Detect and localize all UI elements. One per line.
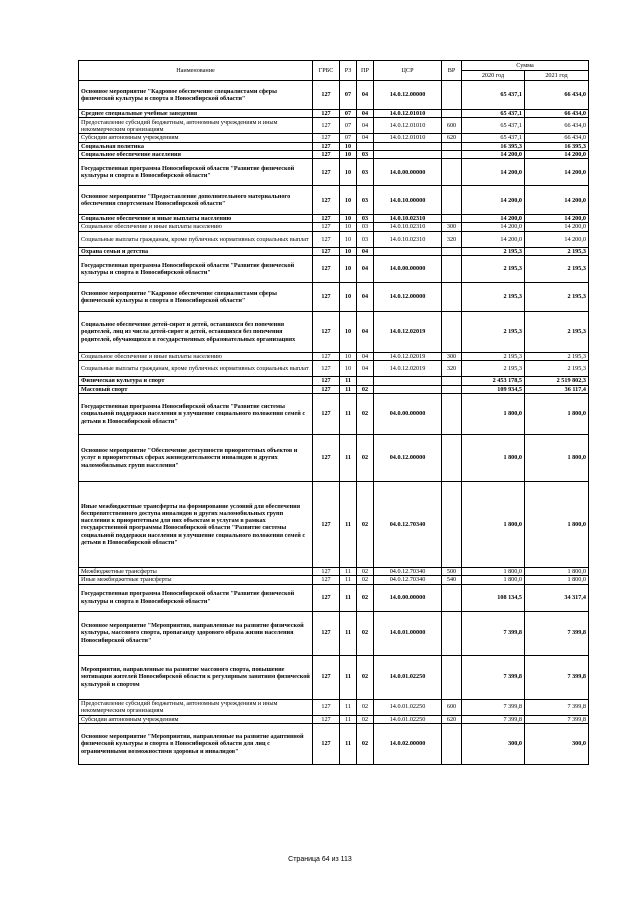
- cell-rz: 11: [340, 611, 357, 655]
- cell-grbs: 127: [313, 715, 340, 723]
- cell-name: Основное мероприятие "Мероприятия, направленные на развитие адаптивной физической культуры и спорта в Новосибирской области для лиц с ограниченными возможностями здоровья и инвалидов": [79, 723, 313, 764]
- cell-grbs: 127: [313, 655, 340, 699]
- cell-csr: 04.0.12.70340: [374, 576, 442, 584]
- cell-name: Предоставление субсидий бюджетным, автономным учреждениям и иным некоммерческим организациям: [79, 118, 313, 134]
- cell-pr: 02: [357, 481, 374, 567]
- table-row: [79, 118, 589, 134]
- cell-y2: 7 399,8: [525, 611, 589, 655]
- table-row: [79, 715, 589, 723]
- cell-y2: 2 195,3: [525, 256, 589, 283]
- cell-y2: 66 434,0: [525, 134, 589, 142]
- cell-y2: 300,0: [525, 723, 589, 764]
- cell-rz: 10: [340, 215, 357, 223]
- cell-y1: 108 134,5: [462, 584, 525, 611]
- cell-csr: 14.0.12.01010: [374, 118, 442, 134]
- cell-pr: 04: [357, 312, 374, 353]
- cell-csr: [374, 377, 442, 385]
- cell-vr: 620: [442, 134, 462, 142]
- cell-y2: 14 200,0: [525, 215, 589, 223]
- header-year-2020: 2020 год: [462, 71, 525, 81]
- cell-rz: 11: [340, 385, 357, 393]
- cell-grbs: 127: [313, 247, 340, 255]
- cell-vr: [442, 283, 462, 312]
- cell-y1: 1 800,0: [462, 481, 525, 567]
- cell-grbs: 127: [313, 231, 340, 247]
- cell-y1: 1 800,0: [462, 567, 525, 575]
- table-row: [79, 576, 589, 584]
- cell-pr: 03: [357, 159, 374, 186]
- cell-y2: 2 195,3: [525, 283, 589, 312]
- cell-rz: 10: [340, 353, 357, 361]
- cell-rz: 11: [340, 567, 357, 575]
- cell-rz: 11: [340, 481, 357, 567]
- cell-rz: 10: [340, 142, 357, 150]
- cell-grbs: 127: [313, 159, 340, 186]
- cell-pr: 02: [357, 393, 374, 434]
- cell-pr: 04: [357, 361, 374, 377]
- cell-csr: 14.0.12.02019: [374, 353, 442, 361]
- cell-csr: [374, 247, 442, 255]
- cell-vr: [442, 150, 462, 158]
- table-row: [79, 481, 589, 567]
- cell-y1: 14 200,0: [462, 231, 525, 247]
- cell-y2: 66 434,0: [525, 110, 589, 118]
- table-row: [79, 247, 589, 255]
- cell-vr: [442, 312, 462, 353]
- cell-csr: 14.0.12.00000: [374, 283, 442, 312]
- cell-rz: 10: [340, 186, 357, 215]
- cell-csr: [374, 385, 442, 393]
- cell-rz: 07: [340, 134, 357, 142]
- header-pr: ПР: [357, 61, 374, 81]
- table-row: [79, 159, 589, 186]
- table-row: [79, 110, 589, 118]
- cell-y2: 1 800,0: [525, 393, 589, 434]
- cell-rz: 11: [340, 723, 357, 764]
- cell-grbs: 127: [313, 353, 340, 361]
- cell-grbs: 127: [313, 377, 340, 385]
- cell-pr: 04: [357, 134, 374, 142]
- cell-y1: 7 399,8: [462, 699, 525, 715]
- cell-name: Среднее специальные учебные заведения: [79, 110, 313, 118]
- cell-name: Социальные выплаты гражданам, кроме публичных нормативных социальных выплат: [79, 361, 313, 377]
- cell-rz: 10: [340, 159, 357, 186]
- cell-grbs: 127: [313, 699, 340, 715]
- cell-vr: [442, 142, 462, 150]
- cell-vr: 600: [442, 699, 462, 715]
- cell-csr: 14.0.00.00000: [374, 256, 442, 283]
- cell-csr: 14.0.01.00000: [374, 611, 442, 655]
- cell-vr: [442, 434, 462, 481]
- cell-y1: 2 195,3: [462, 312, 525, 353]
- header-year-2021: 2021 год: [525, 71, 589, 81]
- cell-vr: [442, 611, 462, 655]
- cell-y2: 14 200,0: [525, 186, 589, 215]
- header-rz: РЗ: [340, 61, 357, 81]
- header-sum: Сумма: [462, 61, 589, 71]
- cell-grbs: 127: [313, 723, 340, 764]
- cell-name: Социальные выплаты гражданам, кроме публичных нормативных социальных выплат: [79, 231, 313, 247]
- cell-y1: 65 437,1: [462, 118, 525, 134]
- cell-y2: 2 195,3: [525, 312, 589, 353]
- cell-y1: 7 399,8: [462, 611, 525, 655]
- cell-pr: 02: [357, 567, 374, 575]
- cell-y2: 14 200,0: [525, 231, 589, 247]
- cell-rz: 11: [340, 576, 357, 584]
- cell-grbs: 127: [313, 361, 340, 377]
- cell-y2: 66 434,0: [525, 118, 589, 134]
- cell-y2: 36 117,4: [525, 385, 589, 393]
- cell-grbs: 127: [313, 256, 340, 283]
- cell-csr: 04.0.12.00000: [374, 434, 442, 481]
- cell-name: Государственная программа Новосибирской области "Развитие физической культуры и спорта в Новосибирской области": [79, 256, 313, 283]
- cell-rz: 10: [340, 361, 357, 377]
- cell-grbs: 127: [313, 142, 340, 150]
- table-row: [79, 142, 589, 150]
- cell-pr: 02: [357, 385, 374, 393]
- cell-pr: 03: [357, 223, 374, 231]
- page-footer: Страница 64 из 113: [288, 856, 352, 863]
- table-row: [79, 215, 589, 223]
- cell-vr: 320: [442, 231, 462, 247]
- cell-y2: 7 399,8: [525, 699, 589, 715]
- cell-grbs: 127: [313, 150, 340, 158]
- cell-y2: 34 317,4: [525, 584, 589, 611]
- cell-vr: [442, 481, 462, 567]
- cell-grbs: 127: [313, 434, 340, 481]
- table-row: [79, 611, 589, 655]
- cell-name: Иные межбюджетные трансферты: [79, 576, 313, 584]
- cell-pr: 02: [357, 723, 374, 764]
- cell-grbs: 127: [313, 576, 340, 584]
- cell-name: Субсидии автономным учреждениям: [79, 134, 313, 142]
- cell-grbs: 127: [313, 223, 340, 231]
- cell-grbs: 127: [313, 134, 340, 142]
- cell-name: Социальная политика: [79, 142, 313, 150]
- cell-y2: 16 395,3: [525, 142, 589, 150]
- cell-vr: [442, 81, 462, 110]
- cell-csr: 14.0.12.02019: [374, 312, 442, 353]
- cell-grbs: 127: [313, 393, 340, 434]
- cell-csr: 14.0.12.01010: [374, 110, 442, 118]
- cell-csr: [374, 142, 442, 150]
- cell-grbs: 127: [313, 312, 340, 353]
- cell-pr: [357, 377, 374, 385]
- cell-rz: 07: [340, 81, 357, 110]
- cell-rz: 07: [340, 118, 357, 134]
- cell-y1: 16 395,3: [462, 142, 525, 150]
- cell-grbs: 127: [313, 110, 340, 118]
- cell-name: Социальное обеспечение детей-сирот и детей, оставшихся без попечения родителей, лиц из числа детей-сирот и детей, оставшихся без попечения родителей, обучающихся в государственных образовательных организациях: [79, 312, 313, 353]
- cell-y2: 1 800,0: [525, 567, 589, 575]
- cell-vr: [442, 110, 462, 118]
- cell-csr: 14.0.10.02310: [374, 223, 442, 231]
- cell-csr: 14.0.01.02250: [374, 655, 442, 699]
- table-row: [79, 186, 589, 215]
- table-row: [79, 361, 589, 377]
- cell-y2: 14 200,0: [525, 223, 589, 231]
- cell-csr: 04.0.12.70340: [374, 481, 442, 567]
- cell-pr: 03: [357, 231, 374, 247]
- table-row: [79, 655, 589, 699]
- cell-grbs: 127: [313, 584, 340, 611]
- cell-name: Основное мероприятие "Мероприятия, направленные на развитие физической культуры, массового спорта, пропаганду здорового образа жизни населения Новосибирской области": [79, 611, 313, 655]
- cell-pr: 03: [357, 150, 374, 158]
- cell-vr: [442, 256, 462, 283]
- cell-rz: 11: [340, 393, 357, 434]
- cell-name: Физическая культура и спорт: [79, 377, 313, 385]
- cell-y1: 14 200,0: [462, 150, 525, 158]
- cell-csr: 14.0.10.02310: [374, 215, 442, 223]
- cell-csr: 14.0.00.00000: [374, 584, 442, 611]
- cell-name: Основное мероприятие "Предоставление дополнительного материального обеспечения спортсменам Новосибирской области": [79, 186, 313, 215]
- cell-y2: 2 195,3: [525, 361, 589, 377]
- cell-vr: 540: [442, 576, 462, 584]
- cell-pr: 02: [357, 584, 374, 611]
- cell-name: Государственная программа Новосибирской области "Развитие физической культуры и спорта в Новосибирской области": [79, 584, 313, 611]
- budget-page: [78, 60, 588, 765]
- cell-grbs: 127: [313, 215, 340, 223]
- table-row: [79, 393, 589, 434]
- cell-name: Государственная программа Новосибирской области "Развитие системы социальной поддержки населения и улучшение социального положения семей с детьми в Новосибирской области": [79, 393, 313, 434]
- budget-table: [78, 60, 589, 765]
- cell-y2: 7 399,8: [525, 655, 589, 699]
- cell-pr: 04: [357, 118, 374, 134]
- cell-y2: 2 195,3: [525, 353, 589, 361]
- cell-pr: 04: [357, 283, 374, 312]
- cell-rz: 07: [340, 110, 357, 118]
- header-grbs: ГРБС: [313, 61, 340, 81]
- cell-grbs: 127: [313, 385, 340, 393]
- cell-vr: 600: [442, 118, 462, 134]
- cell-pr: 02: [357, 611, 374, 655]
- cell-grbs: 127: [313, 611, 340, 655]
- cell-csr: 04.0.12.70340: [374, 567, 442, 575]
- cell-vr: 320: [442, 361, 462, 377]
- cell-name: Социальное обеспечение и иные выплаты населению: [79, 223, 313, 231]
- cell-name: Социальное обеспечение и иные выплаты населению: [79, 353, 313, 361]
- cell-pr: [357, 142, 374, 150]
- cell-y1: 7 399,8: [462, 715, 525, 723]
- cell-y1: 65 437,1: [462, 81, 525, 110]
- cell-grbs: 127: [313, 481, 340, 567]
- cell-y2: 14 200,0: [525, 159, 589, 186]
- cell-rz: 11: [340, 584, 357, 611]
- cell-name: Социальное обеспечение населения: [79, 150, 313, 158]
- cell-y1: 109 934,5: [462, 385, 525, 393]
- cell-vr: [442, 247, 462, 255]
- cell-y1: 14 200,0: [462, 186, 525, 215]
- cell-name: Основное мероприятие "Кадровое обеспечение специалистами сферы физической культуры и спорта в Новосибирской области": [79, 283, 313, 312]
- table-row: [79, 134, 589, 142]
- cell-grbs: 127: [313, 81, 340, 110]
- cell-y2: 7 399,8: [525, 715, 589, 723]
- table-row: [79, 256, 589, 283]
- cell-grbs: 127: [313, 283, 340, 312]
- cell-y1: 2 195,3: [462, 247, 525, 255]
- cell-name: Предоставление субсидий бюджетным, автономным учреждениям и иным некоммерческим организациям: [79, 699, 313, 715]
- cell-pr: 02: [357, 655, 374, 699]
- cell-name: Охрана семьи и детства: [79, 247, 313, 255]
- cell-name: Основное мероприятие "Обеспечение доступности приоритетных объектов и услуг в приоритетных сферах жизнедеятельности инвалидов и других маломобильных групп населения": [79, 434, 313, 481]
- table-row: [79, 231, 589, 247]
- cell-pr: 02: [357, 576, 374, 584]
- table-row: [79, 150, 589, 158]
- cell-y1: 14 200,0: [462, 223, 525, 231]
- cell-rz: 11: [340, 699, 357, 715]
- cell-pr: 03: [357, 186, 374, 215]
- cell-y2: 1 800,0: [525, 576, 589, 584]
- cell-name: Социальное обеспечение и иные выплаты населению: [79, 215, 313, 223]
- cell-csr: 14.0.10.00000: [374, 186, 442, 215]
- cell-pr: 02: [357, 699, 374, 715]
- cell-pr: 03: [357, 215, 374, 223]
- cell-y1: 14 200,0: [462, 159, 525, 186]
- cell-grbs: 127: [313, 118, 340, 134]
- table-row: [79, 353, 589, 361]
- cell-grbs: 127: [313, 567, 340, 575]
- cell-pr: 04: [357, 247, 374, 255]
- cell-csr: 14.0.01.02250: [374, 699, 442, 715]
- cell-rz: 11: [340, 434, 357, 481]
- cell-y1: 2 453 178,5: [462, 377, 525, 385]
- cell-rz: 10: [340, 231, 357, 247]
- table-row: [79, 385, 589, 393]
- cell-csr: 14.0.00.00000: [374, 159, 442, 186]
- cell-pr: 04: [357, 353, 374, 361]
- cell-y1: 1 800,0: [462, 393, 525, 434]
- table-row: [79, 312, 589, 353]
- cell-name: Иные межбюджетные трансферты на формирование условий для обеспечения беспрепятственного доступа инвалидов и других маломобильных групп населения к приоритетным для них объектам и услугам в рамках государственной программы Новосибирской области "Развитие системы социальной поддержки населения и улучшение социального положения семей с детьми в Новосибирской области": [79, 481, 313, 567]
- header-vr: ВР: [442, 61, 462, 81]
- cell-rz: 10: [340, 256, 357, 283]
- cell-y1: 1 800,0: [462, 434, 525, 481]
- cell-vr: [442, 159, 462, 186]
- cell-y2: 2 519 802,3: [525, 377, 589, 385]
- table-row: [79, 223, 589, 231]
- table-row: [79, 434, 589, 481]
- cell-name: Основное мероприятие "Кадровое обеспечение специалистами сферы физической культуры и спорта в Новосибирской области": [79, 81, 313, 110]
- cell-pr: 04: [357, 81, 374, 110]
- cell-vr: [442, 377, 462, 385]
- cell-name: Государственная программа Новосибирской области "Развитие физической культуры и спорта в Новосибирской области": [79, 159, 313, 186]
- cell-y2: 2 195,3: [525, 247, 589, 255]
- cell-csr: 14.0.10.02310: [374, 231, 442, 247]
- cell-pr: 04: [357, 256, 374, 283]
- cell-csr: 14.0.12.01010: [374, 134, 442, 142]
- cell-y1: 1 800,0: [462, 576, 525, 584]
- cell-vr: [442, 215, 462, 223]
- header-name: Наименование: [79, 61, 313, 81]
- cell-rz: 10: [340, 223, 357, 231]
- header-csr: ЦСР: [374, 61, 442, 81]
- cell-csr: 14.0.12.02019: [374, 361, 442, 377]
- table-row: [79, 283, 589, 312]
- cell-rz: 11: [340, 715, 357, 723]
- cell-pr: 02: [357, 715, 374, 723]
- cell-vr: [442, 723, 462, 764]
- cell-y1: 14 200,0: [462, 215, 525, 223]
- cell-vr: [442, 186, 462, 215]
- cell-csr: [374, 150, 442, 158]
- cell-vr: [442, 584, 462, 611]
- cell-csr: 14.0.02.00000: [374, 723, 442, 764]
- cell-csr: 04.0.00.00000: [374, 393, 442, 434]
- cell-y1: 65 437,1: [462, 110, 525, 118]
- cell-vr: 620: [442, 715, 462, 723]
- cell-rz: 10: [340, 150, 357, 158]
- cell-y1: 2 195,3: [462, 361, 525, 377]
- cell-y1: 2 195,3: [462, 353, 525, 361]
- cell-y2: 1 800,0: [525, 481, 589, 567]
- table-row: [79, 81, 589, 110]
- cell-y1: 300,0: [462, 723, 525, 764]
- cell-pr: 02: [357, 434, 374, 481]
- cell-name: Мероприятия, направленные на развитие массового спорта, повышение мотивации жителей Новосибирской области к регулярным занятиям физической культурой и спортом: [79, 655, 313, 699]
- cell-vr: [442, 385, 462, 393]
- cell-vr: 300: [442, 223, 462, 231]
- cell-vr: [442, 393, 462, 434]
- cell-name: Массовый спорт: [79, 385, 313, 393]
- cell-y2: 66 434,0: [525, 81, 589, 110]
- cell-y1: 65 437,1: [462, 134, 525, 142]
- cell-rz: 10: [340, 247, 357, 255]
- table-row: [79, 699, 589, 715]
- cell-y1: 7 399,8: [462, 655, 525, 699]
- cell-rz: 10: [340, 312, 357, 353]
- cell-name: Субсидии автономным учреждениям: [79, 715, 313, 723]
- cell-y2: 14 200,0: [525, 150, 589, 158]
- cell-rz: 11: [340, 377, 357, 385]
- cell-vr: 500: [442, 567, 462, 575]
- cell-pr: 04: [357, 110, 374, 118]
- cell-rz: 11: [340, 655, 357, 699]
- cell-grbs: 127: [313, 186, 340, 215]
- table-row: [79, 723, 589, 764]
- cell-y2: 1 800,0: [525, 434, 589, 481]
- table-row: [79, 377, 589, 385]
- cell-vr: 300: [442, 353, 462, 361]
- table-body: [79, 81, 589, 765]
- cell-y1: 2 195,3: [462, 256, 525, 283]
- cell-csr: 14.0.01.02250: [374, 715, 442, 723]
- cell-csr: 14.0.12.00000: [374, 81, 442, 110]
- cell-rz: 10: [340, 283, 357, 312]
- table-row: [79, 584, 589, 611]
- cell-vr: [442, 655, 462, 699]
- cell-name: Межбюджетные трансферты: [79, 567, 313, 575]
- table-row: [79, 567, 589, 575]
- cell-y1: 2 195,3: [462, 283, 525, 312]
